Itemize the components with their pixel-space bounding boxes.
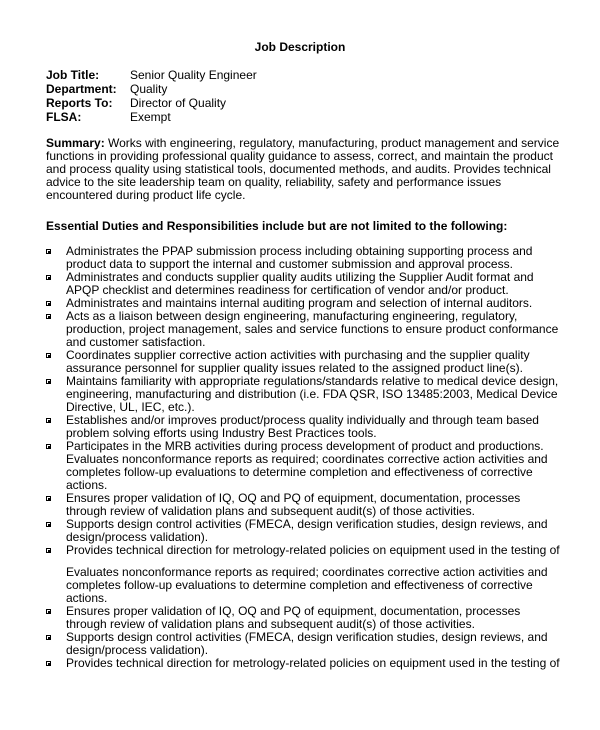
summary-text: Works with engineering, regulatory, manufacturing, product management and service functions in providing professional quality guidance to assess, correct, and maintain the product and process quality using statistical tools, documented methods, and audits. Provides technical advice to the site leadership team on quality, reliability, safety and performance issues encountered during product life cycle. <box>46 136 560 202</box>
job-info-row <box>46 110 257 124</box>
list-item <box>46 349 560 375</box>
checkbox-bullet-icon <box>46 301 51 306</box>
summary-label: Summary: <box>46 136 105 150</box>
job-info-block <box>46 68 257 124</box>
flsa-value: Exempt <box>130 110 171 124</box>
duty-text: Ensures proper validation of IQ, OQ and PQ of equipment, documentation, processes through review of validation plans and subsequent audit(s) of those activities. <box>66 604 521 631</box>
checkbox-bullet-icon <box>46 609 51 614</box>
duty-text: Ensures proper validation of IQ, OQ and PQ of equipment, documentation, processes through review of validation plans and subsequent audit(s) of those activities. <box>66 491 521 518</box>
list-item <box>46 245 560 271</box>
checkbox-bullet-icon <box>46 275 51 280</box>
list-item <box>46 375 560 414</box>
department-value: Quality <box>130 82 168 96</box>
job-title-value: Senior Quality Engineer <box>130 68 257 82</box>
duty-text: Administrates and conducts supplier quality audits utilizing the Supplier Audit format and APQP checklist and determines readiness for certification of vendor and/or product. <box>66 270 534 297</box>
checkbox-bullet-icon <box>46 548 51 553</box>
list-item <box>46 605 560 631</box>
job-title-label: Job Title: <box>46 68 100 82</box>
duty-text: Administrates the PPAP submission process including obtaining supporting process and product data to support the internal and customer submission and approval process. <box>66 244 533 271</box>
checkbox-bullet-icon <box>46 444 51 449</box>
list-item <box>46 492 560 518</box>
checkbox-bullet-icon <box>46 496 51 501</box>
duties-list <box>46 245 560 670</box>
continuation-text: Evaluates nonconformance reports as required; coordinates corrective action activities and completes follow-up evaluations to determine completion and effectiveness of corrective actions. <box>66 565 548 605</box>
duty-text: Administrates and maintains internal auditing program and selection of internal auditors. <box>66 296 533 310</box>
checkbox-bullet-icon <box>46 661 51 666</box>
duty-text: Participates in the MRB activities during process development of product and productions. Evaluates nonconformance reports as required; coordinates corrective action activities and completes follow-up evaluations to determine completion and effectiveness of corrective actions. <box>66 439 548 492</box>
job-info-row <box>46 82 257 96</box>
duty-text: Acts as a liaison between design engineering, manufacturing engineering, regulatory, production, project management, sales and service functions to ensure product conformance and customer satisfaction. <box>66 309 559 349</box>
duty-text: Maintains familiarity with appropriate regulations/standards relative to medical device design, engineering, manufacturing and distribution (i.e. FDA QSR, ISO 13485:2003, Medical Device Directive, UL, IEC, etc.). <box>66 374 559 414</box>
list-item <box>46 310 560 349</box>
job-info-row <box>46 68 257 82</box>
list-item <box>46 518 560 544</box>
checkbox-bullet-icon <box>46 418 51 423</box>
flsa-label: FLSA: <box>46 110 82 124</box>
duties-heading: Essential Duties and Responsibilities include but are not limited to the following: <box>46 219 508 233</box>
list-item <box>46 440 560 492</box>
list-item <box>46 414 560 440</box>
duty-text: Establishes and/or improves product/process quality individually and through team based problem solving efforts using Industry Best Practices tools. <box>66 413 539 440</box>
list-item <box>46 631 560 657</box>
department-label: Department: <box>46 82 117 96</box>
duty-text: Coordinates supplier corrective action activities with purchasing and the supplier quality assurance personnel for supplier quality issues related to the assigned product line(s). <box>66 348 530 375</box>
list-item <box>46 544 560 557</box>
checkbox-bullet-icon <box>46 379 51 384</box>
checkbox-bullet-icon <box>46 353 51 358</box>
list-item <box>46 271 560 297</box>
checkbox-bullet-icon <box>46 635 51 640</box>
checkbox-bullet-icon <box>46 249 51 254</box>
list-item <box>46 657 560 670</box>
duty-text: Provides technical direction for metrology-related policies on equipment used in the testing of <box>66 656 560 670</box>
summary-paragraph <box>46 137 560 202</box>
document-title: Job Description <box>254 40 346 54</box>
duty-text: Supports design control activities (FMECA, design verification studies, design reviews, and design/process validation). <box>66 517 548 544</box>
reports-to-label: Reports To: <box>46 96 113 110</box>
checkbox-bullet-icon <box>46 522 51 527</box>
job-info-row <box>46 96 257 110</box>
duty-text: Supports design control activities (FMECA, design verification studies, design reviews, and design/process validation). <box>66 630 548 657</box>
duty-text: Provides technical direction for metrology-related policies on equipment used in the testing of <box>66 543 560 557</box>
checkbox-bullet-icon <box>46 314 51 319</box>
reports-to-value: Director of Quality <box>130 96 227 110</box>
